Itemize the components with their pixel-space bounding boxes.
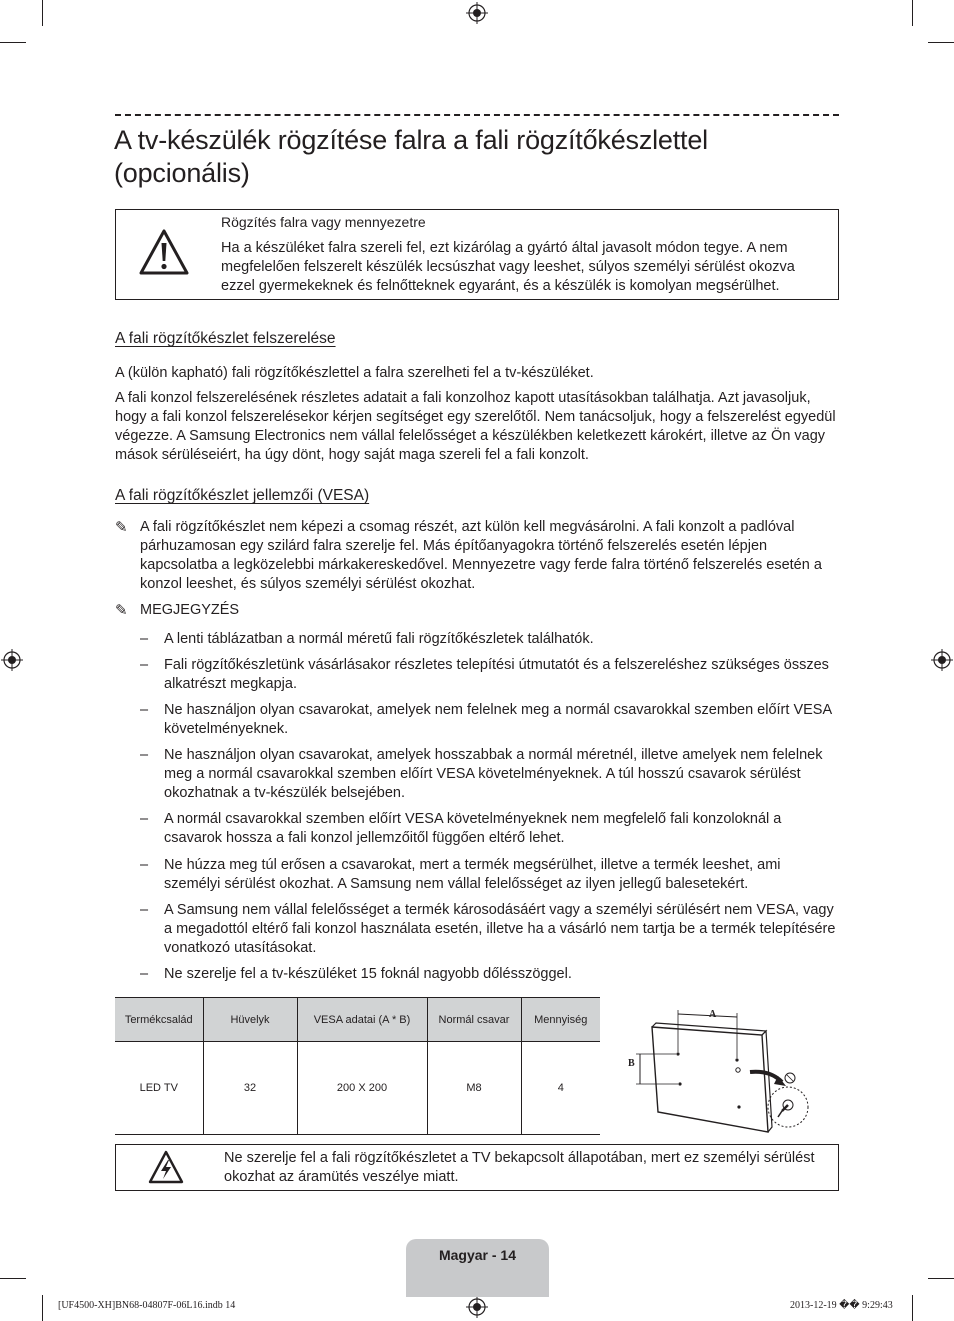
- paragraph: A fali konzol felszerelésének részletes adatait a fali konzolhoz kapott utasításokban találhatja. Azt javasoljuk, hogy a fali konzol felszerelésekor kérjen segítséget egy szerelőtől. Nem tanácsoljuk, hogy a felszerelést egyedül végezze. A Samsung Electronics nem vállal felelősséget a készülékben keletkezett károkért, illetve az Ön vagy mások sérüléseiért, ha úgy dönt, hogy saját maga szereli fel a fali konzolt.: [115, 390, 836, 463]
- crop-mark: [928, 42, 954, 43]
- section-heading-vesa: A fali rögzítőkészlet jellemzői (VESA): [115, 487, 370, 504]
- table-cell: 32: [203, 1042, 297, 1135]
- title-divider: [115, 114, 839, 116]
- warning-box: [115, 209, 839, 300]
- paragraph: A (külön kapható) fali rögzítőkészlettel a falra szerelheti fel a tv-készüléket.: [115, 365, 594, 381]
- crop-mark: [42, 1295, 43, 1321]
- table-cell: 200 X 200: [297, 1042, 427, 1135]
- print-slug-right: 2013-12-19 �� 9:29:43: [790, 1300, 893, 1311]
- warning-heading: Rögzítés falra vagy mennyezetre: [221, 214, 426, 230]
- registration-mark-icon: [931, 649, 953, 671]
- registration-mark-icon: [1, 649, 23, 671]
- table-header-row: [115, 998, 600, 1042]
- tv-back-diagram: [610, 1000, 830, 1140]
- note: [115, 518, 839, 594]
- table-header: VESA adatai (A * B): [297, 998, 427, 1042]
- crop-mark: [912, 0, 913, 26]
- note-label: MEGJEGYZÉS: [140, 602, 240, 618]
- warning-triangle-icon: [138, 228, 190, 276]
- vesa-table: [115, 997, 600, 1135]
- crop-mark: [0, 42, 26, 43]
- print-slug-left: [UF4500-XH]BN68-04807F-06L16.indb 14: [58, 1300, 236, 1311]
- warning-text: Ha a készüléket falra szereli fel, ezt kizárólag a gyártó által javasolt módon tegye. A nem megfelelően felszerelt készülék lecsúszhat vagy leeshet, súlyos személyi sérülést okozva ezzel gyermekeknek és felnőtteknek egyaránt, és a készülék is komolyan megsérülhet.: [221, 240, 795, 294]
- section-heading-installation: A fali rögzítőkészlet felszerelése: [115, 330, 336, 347]
- dimension-label-a: A: [709, 1009, 717, 1020]
- note-pencil-icon: ✎: [115, 602, 128, 619]
- table-cell: 4: [557, 1082, 564, 1094]
- table-header: Normál csavar: [427, 998, 521, 1042]
- page-number: Magyar - 14: [438, 1247, 517, 1263]
- table-header: Hüvelyk: [203, 998, 297, 1042]
- table-row: [115, 1042, 600, 1135]
- crop-mark: [912, 1295, 913, 1321]
- note-text: A fali rögzítőkészlet nem képezi a csomag részét, azt külön kell megvásárolni. A fali konzolt a padlóval párhuzamosan egy szilárd falra szerelje fel. Más építőanyagokra történő felszerelés esetén lépjen kapcsolatba a legközelebbi márkakereskedővel. Mennyezetre vagy ferde falra történő felszerelés esetén a konzol leeshet, és súlyos személyi sérülést okozhat.: [140, 519, 822, 592]
- note-pencil-icon: ✎: [115, 519, 128, 536]
- table-header: Mennyiség: [521, 998, 600, 1042]
- registration-mark-icon: [466, 1296, 488, 1318]
- shock-warning-box: [115, 1144, 839, 1191]
- electric-shock-icon: [148, 1150, 184, 1184]
- crop-mark: [928, 1278, 954, 1279]
- table-header: Termékcsalád: [115, 998, 203, 1042]
- note-heading: [115, 601, 839, 620]
- crop-mark: [0, 1278, 26, 1279]
- crop-mark: [42, 0, 43, 26]
- table-cell: LED TV: [115, 1042, 203, 1135]
- registration-mark-icon: [466, 2, 488, 24]
- page-title: A tv-készülék rögzítése falra a fali rögzítőkészlettel (opcionális): [114, 125, 708, 188]
- dimension-label-b: B: [628, 1058, 635, 1069]
- table-cell: M8: [427, 1042, 521, 1135]
- shock-warning-text: Ne szerelje fel a fali rögzítőkészletet a TV bekapcsolt állapotában, mert ez személyi sérülést okozhat az áramütés veszélye miatt.: [224, 1150, 815, 1185]
